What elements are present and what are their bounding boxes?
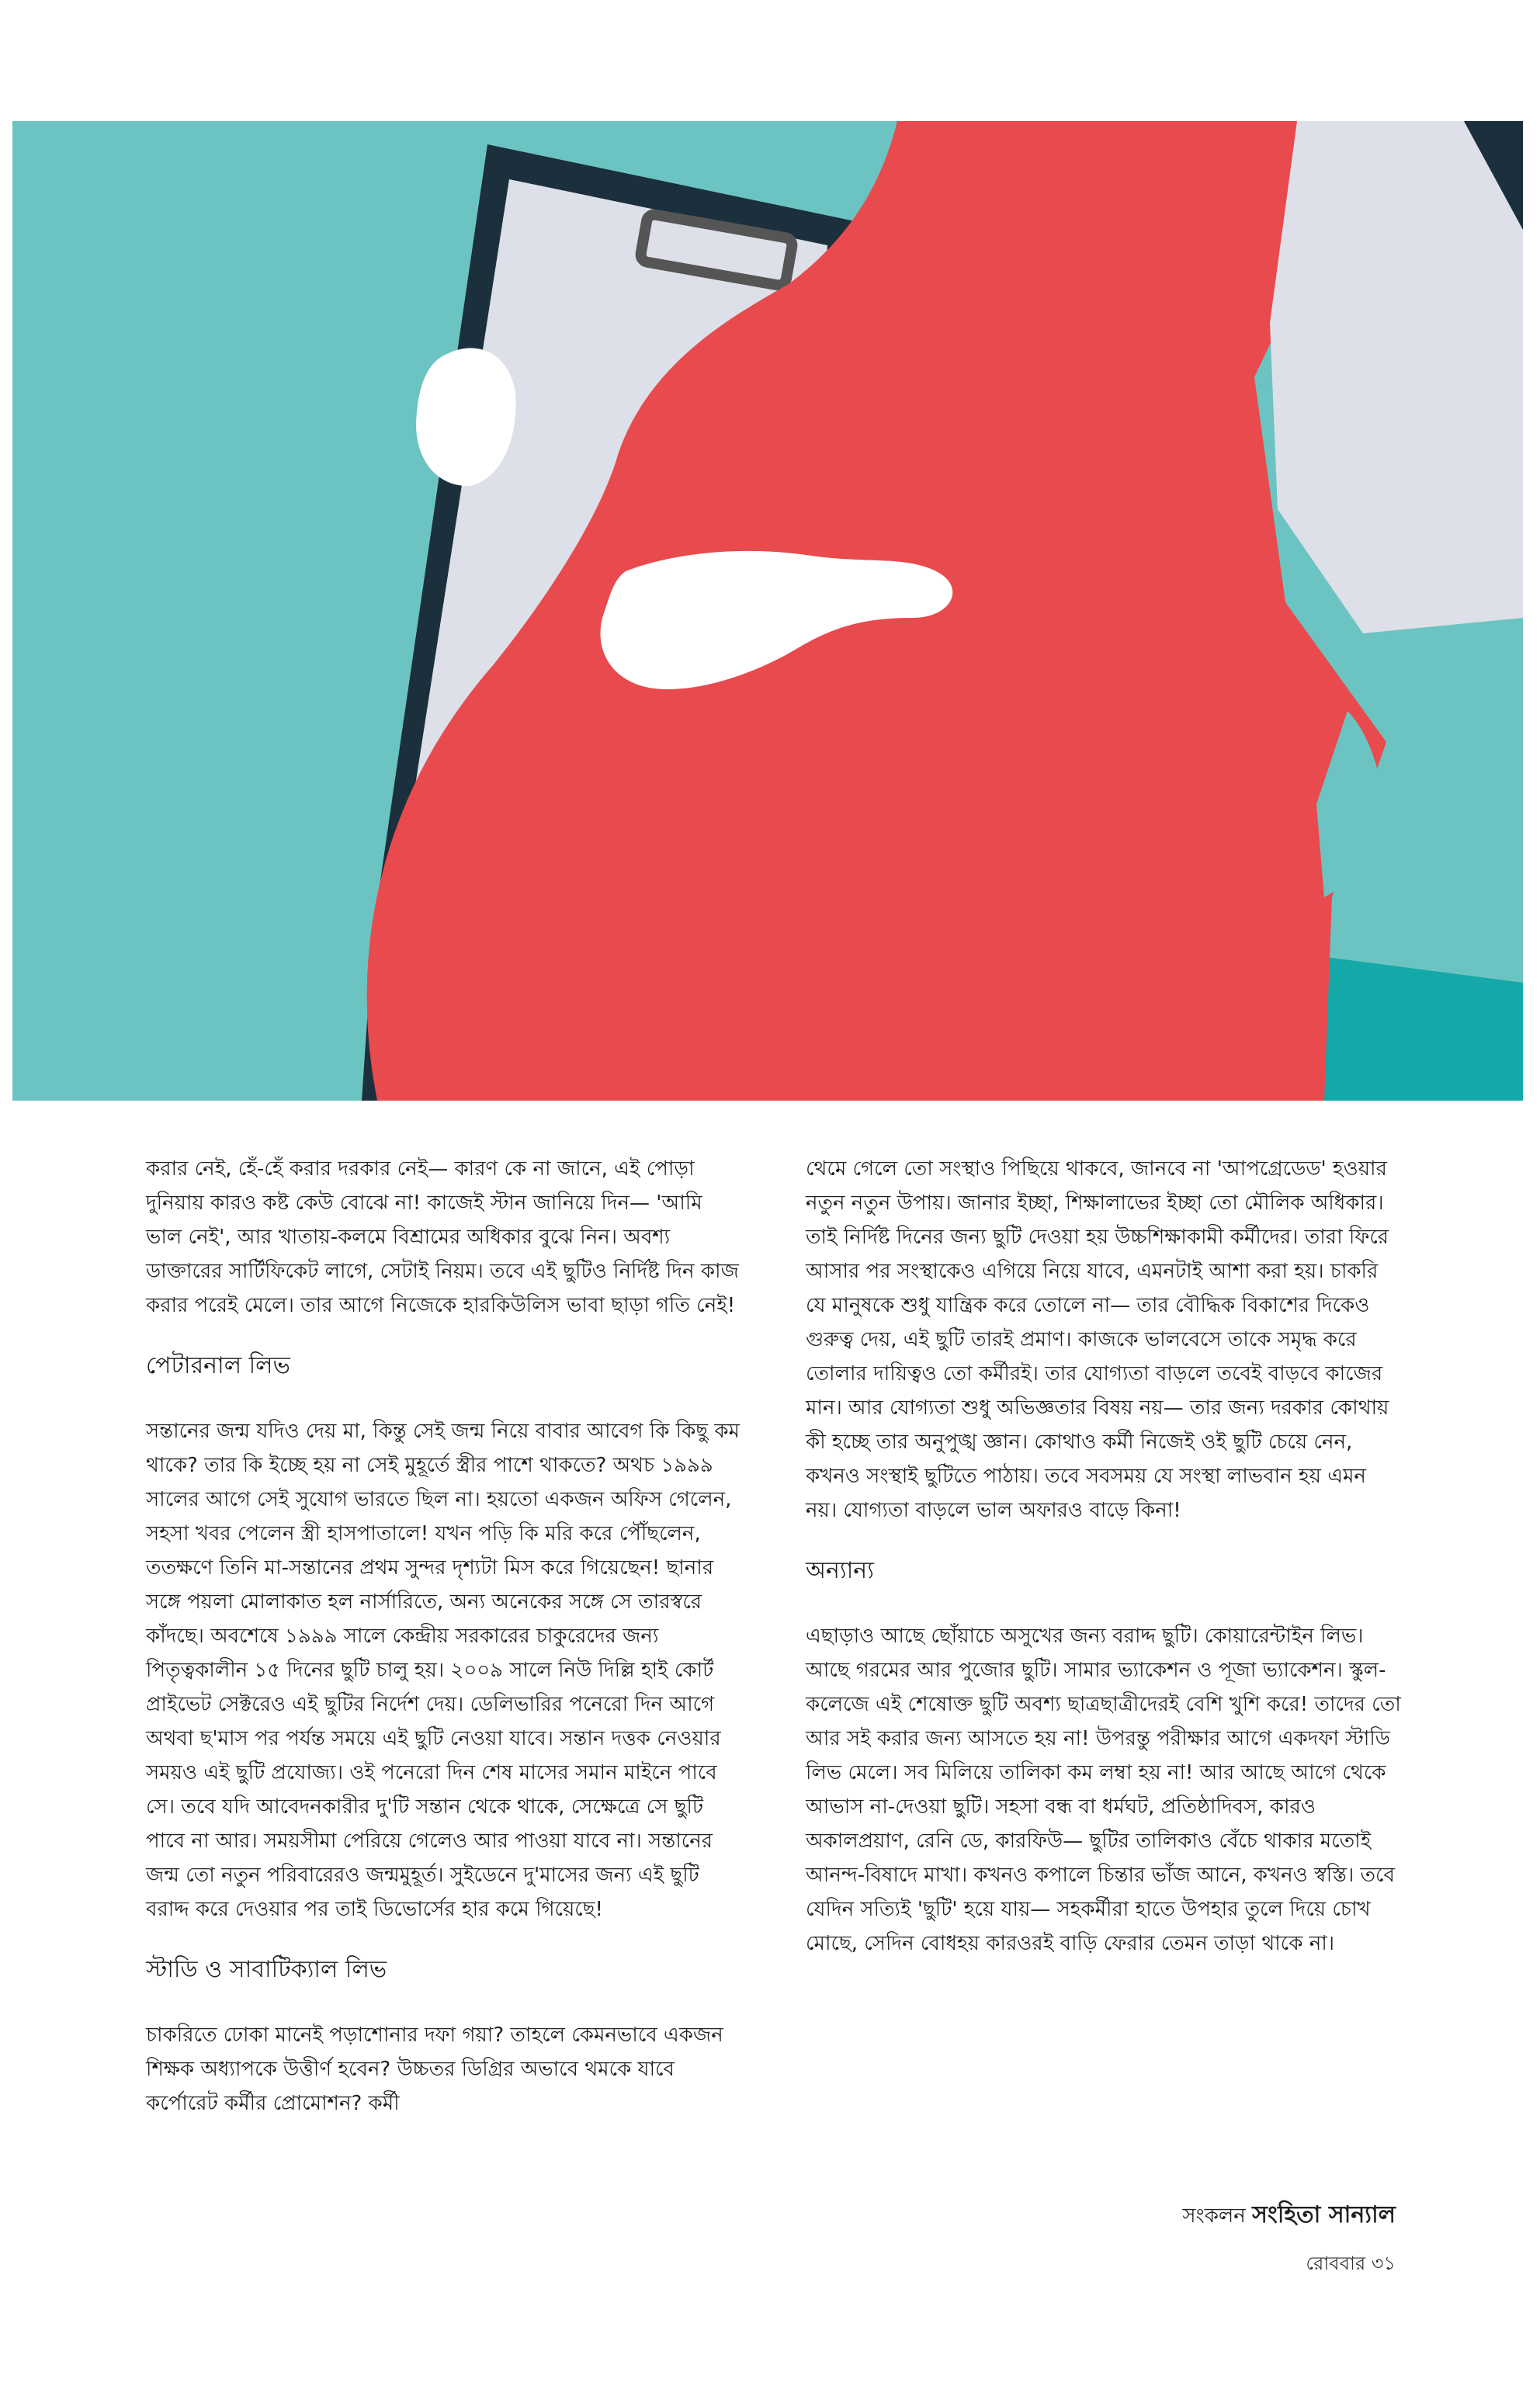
right-column bbox=[806, 1152, 1403, 1978]
study-leave-continued-paragraph: থেমে গেলে তো সংস্থাও পিছিয়ে থাকবে, জানবে না 'আপগ্রেডেড' হওয়ার নতুন নতুন উপায়। জানার ইচ্ছা, শিক্ষালাভের ইচ্ছা তো মৌলিক অধিকার। তাই নির্দিষ্ট দিনের জন্য ছুটি দেওয়া হয় উচ্চশিক্ষাকামী কর্মীদের। তারা ফিরে আসার পর সংস্থাকেও এগিয়ে নিয়ে যাবে, এমনটাই আশা করা হয়। চাকরি যে মানুষকে শুধু যান্ত্রিক করে তোলে না— তার বৌদ্ধিক বিকাশের দিকেও গুরুত্ব দেয়, এই ছুটি তারই প্রমাণ। কাজকে ভালবেসে তাকে সমৃদ্ধ করে তোলার দায়িত্বও তো কর্মীরই। তার যোগ্যতা বাড়লে তবেই বাড়বে কাজের মান। আর যোগ্যতা শুধু অভিজ্ঞতার বিষয় নয়— তার জন্য দরকার কোথায় কী হচ্ছে তার অনুপুঙ্খ জ্ঞান। কোথাও কর্মী নিজেই ওই ছুটি চেয়ে নেন, কখনও সংস্থাই ছুটিতে পাঠায়। তবে সবসময় যে সংস্থা লাভবান হয় এমন নয়। যোগ্যতা বাড়লে ভাল অফারও বাড়ে কিনা! bbox=[806, 1157, 1389, 1522]
credit-author: সংহিতা সান্যাল bbox=[1252, 2201, 1396, 2228]
paternal-leave-paragraph: সন্তানের জন্ম যদিও দেয় মা, কিন্তু সেই জন্ম নিয়ে বাবার আবেগ কি কিছু কম থাকে? তার কি ইচ্ছে হয় না সেই মুহূর্তে স্ত্রীর পাশে থাকতে? অথচ ১৯৯৯ সালের আগে সেই সুযোগ ভারতে ছিল না। হয়তো একজন অফিস গেলেন, সহসা খবর পেলেন স্ত্রী হাসপাতালে! যখন পড়ি কি মরি করে পৌঁছলেন, ততক্ষণে তিনি মা-সন্তানের প্রথম সুন্দর দৃশ্যটা মিস করে গিয়েছেন! ছানার সঙ্গে পয়লা মোলাকাত হল নার্সারিতে, অন্য অনেকের সঙ্গে সে তারস্বরে কাঁদছে। অবশেষে ১৯৯৯ সালে কেন্দ্রীয় সরকারের চাকুরেদের জন্য পিতৃত্বকালীন ১৫ দিনের ছুটি চালু হয়। ২০০৯ সালে নিউ দিল্লি হাই কোর্ট প্রাইভেট সেক্টরেও এই ছুটির নির্দেশ দেয়। ডেলিভারির পনেরো দিন আগে অথবা ছ'মাস পর পর্যন্ত সময়ে এই ছুটি নেওয়া যাবে। সন্তান দত্তক নেওয়ার সময়ও এই ছুটি প্রযোজ্য। ওই পনেরো দিন শেষ মাসের সমান মাইনে পাবে সে। তবে যদি আবেদনকারীর দু'টি সন্তান থেকে থাকে, সেক্ষেত্রে সে ছুটি পাবে না আর। সময়সীমা পেরিয়ে গেলেও আর পাওয়া যাবে না। সন্তানের জন্ম তো নতুন পরিবারেরও জন্মমুহূর্ত। সুইডেনে দু'মাসের জন্য এই ছুটি বরাদ্দ করে দেওয়ার পর তাই ডিভোর্সের হার কমে গিয়েছে! bbox=[146, 1420, 740, 1921]
page-number: রোববার ৩১ bbox=[1306, 2253, 1396, 2274]
others-paragraph: এছাড়াও আছে ছোঁয়াচে অসুখের জন্য বরাদ্দ ছুটি। কোয়ারেন্টাইন লিভ। আছে গরমের আর পুজোর ছুটি। সামার ভ্যাকেশন ও পূজা ভ্যাকেশন। স্কুল-কলেজে এই শেষোক্ত ছুটি অবশ্য ছাত্রছাত্রীদেরই বেশি খুশি করে! তাদের তো আর সই করার জন্য আসতে হয় না! উপরন্তু পরীক্ষার আগে একদফা স্টাডি লিভ মেলে। সব মিলিয়ে তালিকা কম লম্বা হয় না! আর আছে আগে থেকে আভাস না-দেওয়া ছুটি। সহসা বন্ধ বা ধর্মঘট, প্রতিষ্ঠাদিবস, কারও অকালপ্রয়াণ, রেনি ডে, কারফিউ— ছুটির তালিকাও বেঁচে থাকার মতোই আনন্দ-বিষাদে মাখা। কখনও কপালে চিন্তার ভাঁজ আনে, কখনও স্বস্তি। তবে যেদিন সত্যিই 'ছুটি' হয়ে যায়— সহকর্মীরা হাতে উপহার তুলে দিয়ে চোখ মোছে, সেদিন বোধহয় কারওরই বাড়ি ফেরার তেমন তাড়া থাকে না। bbox=[806, 1625, 1401, 1955]
pregnant-woman-illustration-icon bbox=[12, 121, 1523, 1101]
study-leave-heading: স্টাডি ও সাবাটিক্যাল লিভ bbox=[146, 1956, 387, 1983]
hero-illustration bbox=[12, 121, 1523, 1101]
intro-paragraph: করার নেই, হেঁ-হেঁ করার দরকার নেই— কারণ কে না জানে, এই পোড়া দুনিয়ায় কারও কষ্ট কেউ বোঝে না! কাজেই স্টান জানিয়ে দিন— 'আমি ভাল নেই', আর খাতায়-কলমে বিশ্রামের অধিকার বুঝে নিন। অবশ্য ডাক্তারের সার্টিফিকেট লাগে, সেটাই নিয়ম। তবে এই ছুটিও নির্দিষ্ট দিন কাজ করার পরেই মেলে। তার আগে নিজেকে হারকিউলিস ভাবা ছাড়া গতি নেই! bbox=[146, 1157, 739, 1317]
page-footer bbox=[806, 2248, 1396, 2279]
others-heading: অন্যান্য bbox=[806, 1557, 874, 1584]
left-column bbox=[146, 1152, 744, 2138]
study-leave-paragraph: চাকরিতে ঢোকা মানেই পড়াশোনার দফা গয়া? তাহলে কেমনভাবে একজন শিক্ষক অধ্যাপকে উত্তীর্ণ হবেন? উচ্চতর ডিগ্রির অভাবে থমকে যাবে কর্পোরেট কর্মীর প্রোমোশন? কর্মী bbox=[146, 2024, 723, 2115]
credit-label: সংকলন bbox=[1182, 2204, 1246, 2228]
paternal-leave-heading: পেটারনাল লিভ bbox=[146, 1352, 290, 1379]
author-credit bbox=[806, 2198, 1396, 2233]
